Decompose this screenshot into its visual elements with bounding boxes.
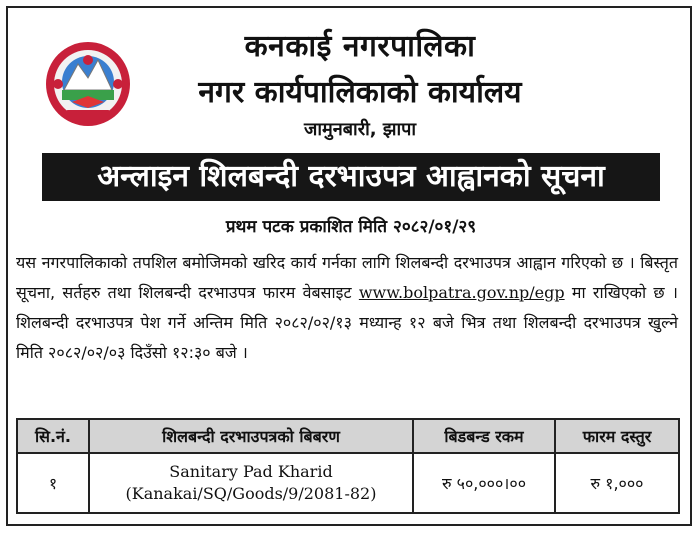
notice-body [16,248,678,368]
nepal-emblem-icon [42,38,134,130]
municipality-name: कनकाई नगरपालिका [244,29,476,64]
notice-body-part2: मा राखिएको छ । शिलबन्दी दरभाउपत्र पेश गर्ने अन्तिम मिति २०८२/०२/१३ मध्यान्ह १२ बजे भित्र तथा शिलबन्दी दरभाउपत्र खुल्ने मिति २०८२/०२/०३ दिउँसो १२:३० बजे । [16,283,678,362]
row-sn: १ [17,453,89,513]
row-bid-bond: रु ५०,०००।०० [413,453,555,513]
row-form-fee: रु १,००० [555,453,679,513]
row-description-title: Sanitary Pad Kharid [169,462,333,481]
header-description: शिलबन्दी दरभाउपत्रको बिबरण [89,419,413,453]
office-name: नगर कार्यपालिकाको कार्यालय [198,75,522,110]
notice-body-part1: यस नगरपालिकाको तपशिल बमोजिमको खरिद कार्य गर्नका लागि शिलबन्दी दरभाउपत्र आह्वान गरिएको छ । बिस्तृत सूचना, सर्तहरु तथा शिलबन्दी दरभाउपत्र फारम वेबसाइट [16,253,678,302]
bolpatra-link[interactable]: www.bolpatra.gov.np/egp [358,283,565,302]
office-address: जामुनबारी, झापा [304,119,416,140]
tender-table [16,418,680,514]
publication-date: प्रथम पटक प्रकाशित मिति २०८२/०१/२९ [225,217,477,237]
header-bid-bond: बिडबन्ड रकम [413,419,555,453]
notice-title-banner: अन्लाइन शिलबन्दी दरभाउपत्र आह्वानको सूचना [42,153,660,201]
header-form-fee: फारम दस्तुर [555,419,679,453]
row-description-reference: (Kanakai/SQ/Goods/9/2081-82) [125,484,377,503]
header-sn: सि.नं. [17,419,89,453]
table-header-row [17,419,679,453]
table-row [17,453,679,513]
row-description [89,453,413,513]
